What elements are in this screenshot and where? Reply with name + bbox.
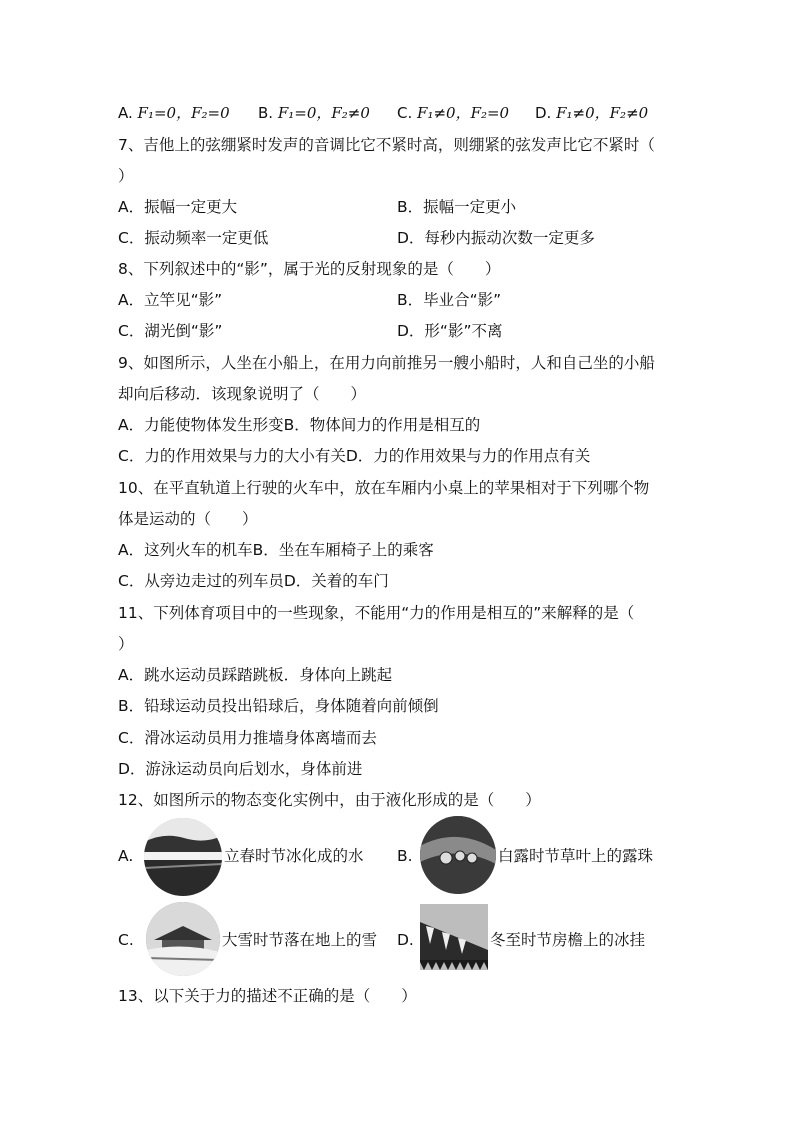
q12-option-b-text: 白露时节草叶上的露珠 bbox=[498, 847, 654, 865]
q8-option-a: A．立竿见“影” bbox=[118, 291, 223, 309]
q12-option-c-label: C. bbox=[118, 931, 134, 949]
q10-stem-line1: 10、在平直轨道上行驶的火车中，放在车厢内小桌上的苹果相对于下列哪个物 bbox=[118, 479, 650, 497]
q10-options-cd: C．从旁边走过的列车员D．关着的车门 bbox=[118, 572, 389, 590]
q7-option-c: C．振动频率一定更低 bbox=[118, 229, 269, 247]
q8-option-b: B．毕业合“影” bbox=[397, 291, 502, 309]
q12-option-a-text: 立春时节冰化成的水 bbox=[224, 847, 364, 865]
icicles-illustration bbox=[420, 904, 488, 970]
q9-stem-line2: 却向后移动．该现象说明了（ ） bbox=[118, 385, 367, 403]
ice-melting-illustration bbox=[144, 818, 222, 896]
q6-option-a: A. F₁=0，F₂=0 bbox=[118, 104, 230, 122]
dew-on-leaf-illustration bbox=[420, 816, 496, 894]
q12-option-d-label: D. bbox=[397, 931, 414, 949]
q6-option-d: D. F₁≠0，F₂≠0 bbox=[535, 104, 649, 122]
q12-option-c-image bbox=[146, 902, 220, 976]
q7-stem-line1: 7、吉他上的弦绷紧时发声的音调比它不紧时高，则绷紧的弦发声比它不紧时（ bbox=[118, 136, 655, 154]
q10-options-ab: A．这列火车的机车B．坐在车厢椅子上的乘客 bbox=[118, 541, 434, 559]
q8-stem: 8、下列叙述中的“影”，属于光的反射现象的是（ ） bbox=[118, 260, 501, 278]
q11-stem-line1: 11、下列体育项目中的一些现象，不能用“力的作用是相互的”来解释的是（ bbox=[118, 604, 635, 622]
q11-option-c: C．滑冰运动员用力推墙身体离墙而去 bbox=[118, 729, 377, 747]
q11-stem-line2: ） bbox=[118, 635, 134, 653]
q12-option-c-text: 大雪时节落在地上的雪 bbox=[222, 931, 378, 949]
q9-stem-line1: 9、如图所示，人坐在小船上，在用力向前推另一艘小船时，人和自己坐的小船 bbox=[118, 354, 655, 372]
q12-option-a-image bbox=[144, 818, 222, 896]
q12-option-d-image bbox=[420, 904, 488, 970]
q7-option-d: D．每秒内振动次数一定更多 bbox=[397, 229, 595, 247]
q11-option-b: B．铅球运动员投出铅球后，身体随着向前倾倒 bbox=[118, 697, 439, 715]
q7-stem-line2: ） bbox=[118, 167, 134, 185]
q9-options-cd: C．力的作用效果与力的大小有关D．力的作用效果与力的作用点有关 bbox=[118, 447, 591, 465]
q6-option-b: B. F₁=0，F₂≠0 bbox=[258, 104, 370, 122]
q10-stem-line2: 体是运动的（ ） bbox=[118, 510, 258, 528]
q11-option-d: D．游泳运动员向后划水，身体前进 bbox=[118, 760, 363, 778]
q12-option-d-text: 冬至时节房檐上的冰挂 bbox=[490, 931, 646, 949]
q6-option-c: C. F₁≠0，F₂=0 bbox=[397, 104, 510, 122]
q13-stem: 13、以下关于力的描述不正确的是（ ） bbox=[118, 987, 417, 1005]
q11-option-a: A．跳水运动员踩踏跳板．身体向上跳起 bbox=[118, 666, 393, 684]
q12-stem: 12、如图所示的物态变化实例中，由于液化形成的是（ ） bbox=[118, 791, 541, 809]
snow-scene-illustration bbox=[146, 902, 220, 976]
q7-option-a: A．振幅一定更大 bbox=[118, 198, 238, 216]
q7-option-b: B．振幅一定更小 bbox=[397, 198, 517, 216]
q8-option-c: C．湖光倒“影” bbox=[118, 322, 223, 340]
q12-option-a-label: A. bbox=[118, 847, 134, 865]
q12-option-b-label: B. bbox=[397, 847, 413, 865]
q9-options-ab: A．力能使物体发生形变B．物体间力的作用是相互的 bbox=[118, 416, 481, 434]
q12-option-b-image bbox=[420, 816, 496, 894]
q8-option-d: D．形“影”不离 bbox=[397, 322, 503, 340]
